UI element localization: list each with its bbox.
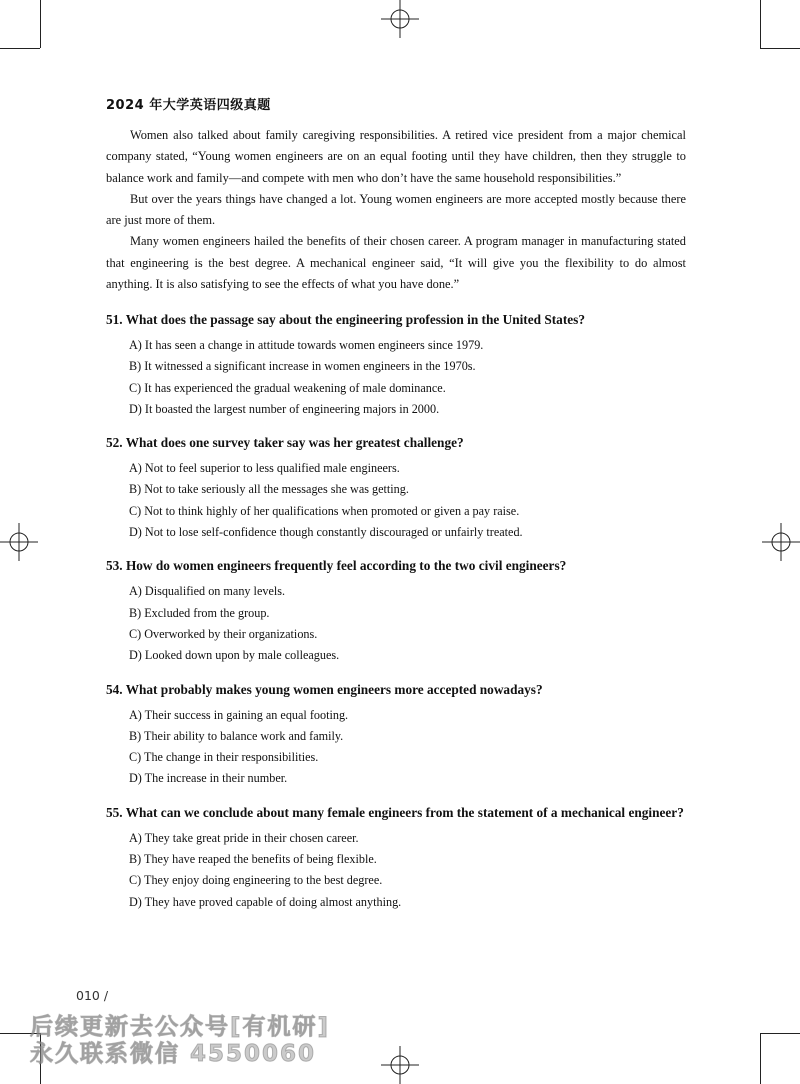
question-51 <box>106 309 706 420</box>
passage-paragraph: Many women engineers hailed the benefits of their chosen career. A program manager in manufacturing stated that engineering is the best degree. A mechanical engineer said, “It will give you the flexibility to do almost anything. It is also satisfying to see the effects of what you have done.” <box>106 234 686 292</box>
option-c: C) Not to think highly of her qualifications when promoted or given a pay raise. <box>129 503 520 518</box>
crop-mark <box>0 48 40 49</box>
question-title: 55. What can we conclude about many female engineers from the statement of a mechanical engineer? <box>106 804 684 820</box>
registration-mark-icon <box>762 523 800 561</box>
question-55 <box>106 802 706 913</box>
option-d: D) They have proved capable of doing almost anything. <box>129 894 402 909</box>
question-list <box>106 309 706 925</box>
option-c: C) They enjoy doing engineering to the best degree. <box>129 873 383 888</box>
crop-mark <box>760 0 761 48</box>
option-d: D) The increase in their number. <box>129 771 288 786</box>
registration-mark-icon <box>381 1046 419 1084</box>
crop-mark <box>760 1033 800 1034</box>
page-header: 2024 年大学英语四级真题 <box>106 98 271 113</box>
option-c: C) Overworked by their organizations. <box>129 626 318 641</box>
option-d: D) Looked down upon by male colleagues. <box>129 648 340 663</box>
option-a: A) Disqualified on many levels. <box>129 584 286 599</box>
option-a: A) They take great pride in their chosen career. <box>129 830 359 845</box>
option-b: B) Not to take seriously all the messages she was getting. <box>129 482 409 497</box>
passage-paragraph: Women also talked about family caregiving responsibilities. A retired vice president from a major chemical company stated, “Young women engineers are on an equal footing until they have children, then they struggle to balance work and family—and compete with men who don’t have the same household responsibilities.” <box>106 128 686 185</box>
option-a: A) Their success in gaining an equal footing. <box>129 707 349 722</box>
question-title: 54. What probably makes young women engineers more accepted nowadays? <box>106 681 543 697</box>
option-b: B) Excluded from the group. <box>129 605 270 620</box>
option-c: C) The change in their responsibilities. <box>129 750 319 765</box>
crop-mark <box>760 48 800 49</box>
watermark <box>30 1014 330 1068</box>
option-a: A) It has seen a change in attitude towards women engineers since 1979. <box>129 338 484 352</box>
passage-paragraph: But over the years things have changed a lot. Young women engineers are more accepted mostly because there are just more of them. <box>106 191 686 228</box>
option-c: C) It has experienced the gradual weakening of male dominance. <box>129 380 446 395</box>
watermark-line: 后续更新去公众号[有机研] <box>30 1014 331 1040</box>
watermark-line: 永久联系微信 4550060 <box>30 1041 317 1067</box>
option-b: B) It witnessed a significant increase in women engineers in the 1970s. <box>129 359 476 374</box>
option-b: B) Their ability to balance work and family. <box>129 728 344 743</box>
option-d: D) Not to lose self-confidence though constantly discouraged or unfairly treated. <box>129 525 523 540</box>
option-d: D) It boasted the largest number of engineering majors in 2000. <box>129 401 440 416</box>
question-title: 52. What does one survey taker say was her greatest challenge? <box>106 435 464 451</box>
question-52 <box>106 432 706 543</box>
question-54 <box>106 679 706 790</box>
page-number: 010 / <box>76 988 109 1003</box>
crop-mark <box>40 0 41 48</box>
registration-mark-icon <box>0 523 38 561</box>
option-a: A) Not to feel superior to less qualified male engineers. <box>129 461 400 476</box>
reading-passage <box>106 125 686 295</box>
registration-mark-icon <box>381 0 419 38</box>
question-title: 51. What does the passage say about the engineering profession in the United States? <box>106 312 585 327</box>
question-title: 53. How do women engineers frequently feel according to the two civil engineers? <box>106 558 567 574</box>
crop-mark <box>760 1033 761 1084</box>
option-b: B) They have reaped the benefits of being flexible. <box>129 852 377 867</box>
question-53 <box>106 555 706 666</box>
